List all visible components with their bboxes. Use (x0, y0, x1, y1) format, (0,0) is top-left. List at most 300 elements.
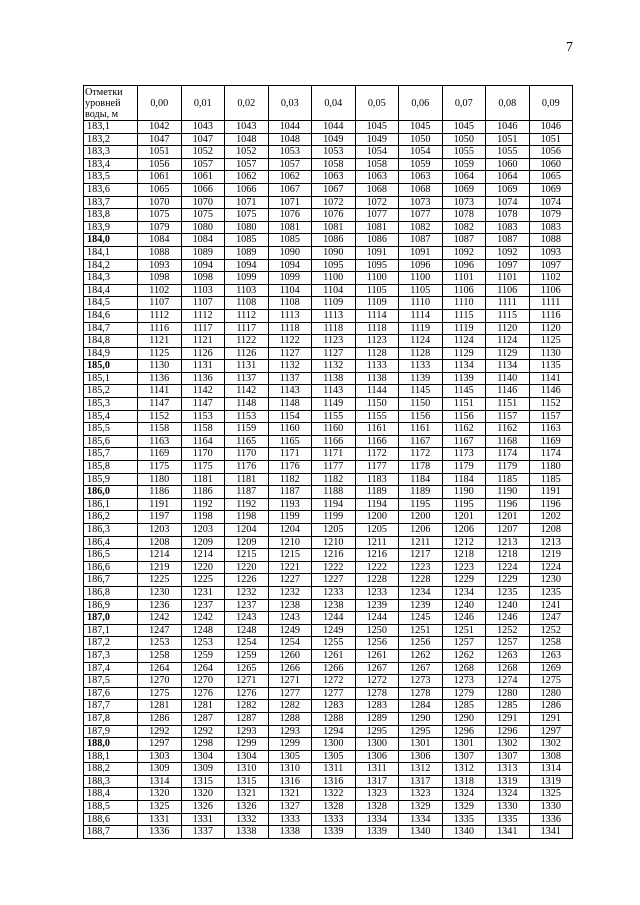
value-cell: 1181 (181, 473, 225, 486)
level-cell: 186,0 (84, 486, 138, 499)
table-row (84, 335, 573, 348)
value-cell: 1073 (399, 196, 443, 209)
value-cell: 1056 (529, 146, 573, 159)
value-cell: 1228 (355, 574, 399, 587)
value-cell: 1331 (181, 813, 225, 826)
value-cell: 1333 (268, 813, 312, 826)
value-cell: 1091 (355, 246, 399, 259)
value-cell: 1256 (355, 637, 399, 650)
level-cell: 186,3 (84, 524, 138, 537)
value-cell: 1213 (486, 536, 530, 549)
level-cell: 186,5 (84, 549, 138, 562)
value-cell: 1125 (529, 335, 573, 348)
value-cell: 1275 (138, 687, 182, 700)
value-cell: 1288 (268, 712, 312, 725)
level-cell: 188,3 (84, 775, 138, 788)
value-cell: 1219 (529, 549, 573, 562)
value-cell: 1281 (181, 700, 225, 713)
value-cell: 1316 (268, 775, 312, 788)
value-cell: 1176 (225, 461, 269, 474)
value-cell: 1245 (399, 612, 443, 625)
value-cell: 1309 (138, 763, 182, 776)
value-cell: 1088 (138, 246, 182, 259)
value-cell: 1078 (486, 209, 530, 222)
value-cell: 1106 (442, 284, 486, 297)
value-cell: 1220 (225, 561, 269, 574)
header-level: Отметки уровней воды, м (84, 86, 138, 121)
value-cell: 1138 (312, 372, 356, 385)
value-cell: 1081 (268, 221, 312, 234)
value-cell: 1187 (268, 486, 312, 499)
level-cell: 186,2 (84, 511, 138, 524)
level-cell: 188,1 (84, 750, 138, 763)
value-cell: 1283 (312, 700, 356, 713)
value-cell: 1133 (399, 360, 443, 373)
value-cell: 1141 (138, 385, 182, 398)
value-cell: 1322 (312, 788, 356, 801)
value-cell: 1200 (399, 511, 443, 524)
value-cell: 1067 (312, 183, 356, 196)
table-row (84, 448, 573, 461)
value-cell: 1144 (355, 385, 399, 398)
value-cell: 1207 (486, 524, 530, 537)
table-row (84, 360, 573, 373)
value-cell: 1101 (486, 272, 530, 285)
value-cell: 1130 (529, 347, 573, 360)
level-cell: 188,0 (84, 738, 138, 751)
value-cell: 1203 (181, 524, 225, 537)
value-cell: 1134 (486, 360, 530, 373)
table-row (84, 461, 573, 474)
value-cell: 1254 (225, 637, 269, 650)
value-cell: 1223 (442, 561, 486, 574)
value-cell: 1280 (486, 687, 530, 700)
table-row (84, 385, 573, 398)
value-cell: 1247 (529, 612, 573, 625)
value-cell: 1151 (486, 398, 530, 411)
value-cell: 1132 (312, 360, 356, 373)
value-cell: 1226 (225, 574, 269, 587)
value-cell: 1078 (442, 209, 486, 222)
table-row (84, 649, 573, 662)
value-cell: 1077 (399, 209, 443, 222)
value-cell: 1160 (268, 423, 312, 436)
value-cell: 1287 (225, 712, 269, 725)
level-cell: 187,2 (84, 637, 138, 650)
value-cell: 1290 (399, 712, 443, 725)
value-cell: 1305 (312, 750, 356, 763)
value-cell: 1056 (138, 158, 182, 171)
value-cell: 1299 (268, 738, 312, 751)
value-cell: 1179 (442, 461, 486, 474)
level-cell: 185,5 (84, 423, 138, 436)
level-cell: 187,0 (84, 612, 138, 625)
value-cell: 1145 (442, 385, 486, 398)
value-cell: 1293 (225, 725, 269, 738)
value-cell: 1120 (529, 322, 573, 335)
value-cell: 1107 (138, 297, 182, 310)
value-cell: 1297 (529, 725, 573, 738)
value-cell: 1278 (399, 687, 443, 700)
value-cell: 1253 (138, 637, 182, 650)
value-cell: 1094 (268, 259, 312, 272)
value-cell: 1214 (181, 549, 225, 562)
value-cell: 1175 (181, 461, 225, 474)
value-cell: 1088 (529, 234, 573, 247)
value-cell: 1048 (268, 133, 312, 146)
value-cell: 1330 (486, 801, 530, 814)
value-cell: 1264 (138, 662, 182, 675)
value-cell: 1243 (268, 612, 312, 625)
value-cell: 1046 (529, 121, 573, 134)
value-cell: 1270 (138, 675, 182, 688)
value-cell: 1190 (442, 486, 486, 499)
value-cell: 1314 (529, 763, 573, 776)
value-cell: 1262 (399, 649, 443, 662)
level-cell: 185,8 (84, 461, 138, 474)
value-cell: 1325 (138, 801, 182, 814)
value-cell: 1105 (355, 284, 399, 297)
level-cell: 184,4 (84, 284, 138, 297)
value-cell: 1238 (312, 599, 356, 612)
value-cell: 1214 (138, 549, 182, 562)
value-cell: 1199 (268, 511, 312, 524)
level-cell: 187,1 (84, 624, 138, 637)
value-cell: 1116 (138, 322, 182, 335)
value-cell: 1339 (312, 826, 356, 839)
value-cell: 1225 (138, 574, 182, 587)
level-cell: 184,8 (84, 335, 138, 348)
value-cell: 1059 (442, 158, 486, 171)
value-cell: 1053 (312, 146, 356, 159)
value-cell: 1288 (312, 712, 356, 725)
level-cell: 187,4 (84, 662, 138, 675)
value-cell: 1075 (138, 209, 182, 222)
value-cell: 1291 (529, 712, 573, 725)
table-row (84, 813, 573, 826)
value-cell: 1152 (529, 398, 573, 411)
value-cell: 1161 (355, 423, 399, 436)
value-cell: 1280 (529, 687, 573, 700)
value-cell: 1186 (138, 486, 182, 499)
value-cell: 1285 (442, 700, 486, 713)
table-row (84, 662, 573, 675)
value-cell: 1314 (138, 775, 182, 788)
value-cell: 1044 (312, 121, 356, 134)
value-cell: 1074 (486, 196, 530, 209)
value-cell: 1301 (442, 738, 486, 751)
value-cell: 1188 (312, 486, 356, 499)
value-cell: 1311 (355, 763, 399, 776)
value-cell: 1127 (312, 347, 356, 360)
value-cell: 1224 (529, 561, 573, 574)
level-cell: 183,4 (84, 158, 138, 171)
table-row (84, 612, 573, 625)
value-cell: 1054 (399, 146, 443, 159)
level-cell: 187,3 (84, 649, 138, 662)
value-cell: 1251 (399, 624, 443, 637)
value-cell: 1175 (138, 461, 182, 474)
value-cell: 1260 (268, 649, 312, 662)
value-cell: 1307 (442, 750, 486, 763)
value-cell: 1098 (138, 272, 182, 285)
value-cell: 1220 (181, 561, 225, 574)
value-cell: 1121 (138, 335, 182, 348)
value-cell: 1234 (442, 586, 486, 599)
value-cell: 1313 (486, 763, 530, 776)
table-row (84, 687, 573, 700)
value-cell: 1335 (442, 813, 486, 826)
value-cell: 1261 (312, 649, 356, 662)
value-cell: 1263 (486, 649, 530, 662)
value-cell: 1198 (225, 511, 269, 524)
value-cell: 1335 (486, 813, 530, 826)
table-row (84, 624, 573, 637)
value-cell: 1258 (529, 637, 573, 650)
level-cell: 188,5 (84, 801, 138, 814)
level-cell: 184,3 (84, 272, 138, 285)
level-cell: 184,9 (84, 347, 138, 360)
table-row (84, 209, 573, 222)
value-cell: 1061 (181, 171, 225, 184)
value-cell: 1051 (529, 133, 573, 146)
level-cell: 185,4 (84, 410, 138, 423)
value-cell: 1272 (312, 675, 356, 688)
value-cell: 1047 (138, 133, 182, 146)
table-row (84, 637, 573, 650)
value-cell: 1128 (399, 347, 443, 360)
table-row (84, 372, 573, 385)
value-cell: 1189 (355, 486, 399, 499)
level-cell: 185,3 (84, 398, 138, 411)
value-cell: 1176 (268, 461, 312, 474)
value-cell: 1265 (225, 662, 269, 675)
level-cell: 186,7 (84, 574, 138, 587)
value-cell: 1114 (355, 309, 399, 322)
value-cell: 1136 (138, 372, 182, 385)
value-cell: 1064 (486, 171, 530, 184)
value-cell: 1124 (486, 335, 530, 348)
value-cell: 1256 (399, 637, 443, 650)
value-cell: 1197 (138, 511, 182, 524)
value-cell: 1298 (181, 738, 225, 751)
table-row (84, 801, 573, 814)
value-cell: 1124 (442, 335, 486, 348)
value-cell: 1154 (268, 410, 312, 423)
value-cell: 1267 (355, 662, 399, 675)
value-cell: 1299 (225, 738, 269, 751)
value-cell: 1058 (355, 158, 399, 171)
table-row (84, 788, 573, 801)
value-cell: 1075 (225, 209, 269, 222)
value-cell: 1139 (442, 372, 486, 385)
value-cell: 1050 (399, 133, 443, 146)
value-cell: 1123 (355, 335, 399, 348)
value-cell: 1338 (268, 826, 312, 839)
value-cell: 1201 (442, 511, 486, 524)
value-cell: 1146 (486, 385, 530, 398)
value-cell: 1149 (312, 398, 356, 411)
value-cell: 1055 (442, 146, 486, 159)
header-col-8: 0,08 (486, 86, 530, 121)
table-row (84, 309, 573, 322)
value-cell: 1104 (268, 284, 312, 297)
value-cell: 1087 (399, 234, 443, 247)
table-row (84, 473, 573, 486)
value-cell: 1069 (486, 183, 530, 196)
value-cell: 1257 (486, 637, 530, 650)
table-row (84, 284, 573, 297)
value-cell: 1057 (268, 158, 312, 171)
value-cell: 1230 (529, 574, 573, 587)
value-cell: 1333 (312, 813, 356, 826)
value-cell: 1336 (529, 813, 573, 826)
value-cell: 1086 (355, 234, 399, 247)
value-cell: 1291 (486, 712, 530, 725)
level-cell: 187,5 (84, 675, 138, 688)
value-cell: 1324 (442, 788, 486, 801)
value-cell: 1122 (225, 335, 269, 348)
value-cell: 1336 (138, 826, 182, 839)
value-cell: 1246 (486, 612, 530, 625)
value-cell: 1134 (442, 360, 486, 373)
value-cell: 1238 (268, 599, 312, 612)
table-row (84, 561, 573, 574)
value-cell: 1085 (268, 234, 312, 247)
level-cell: 188,6 (84, 813, 138, 826)
value-cell: 1195 (442, 498, 486, 511)
value-cell: 1217 (399, 549, 443, 562)
value-cell: 1080 (225, 221, 269, 234)
level-cell: 183,9 (84, 221, 138, 234)
value-cell: 1102 (138, 284, 182, 297)
level-cell: 183,3 (84, 146, 138, 159)
table-row (84, 536, 573, 549)
value-cell: 1186 (181, 486, 225, 499)
value-cell: 1090 (268, 246, 312, 259)
value-cell: 1297 (138, 738, 182, 751)
level-cell: 185,6 (84, 435, 138, 448)
level-cell: 186,1 (84, 498, 138, 511)
value-cell: 1180 (529, 461, 573, 474)
value-cell: 1054 (355, 146, 399, 159)
value-cell: 1095 (312, 259, 356, 272)
value-cell: 1184 (442, 473, 486, 486)
value-cell: 1138 (355, 372, 399, 385)
value-cell: 1203 (138, 524, 182, 537)
value-cell: 1264 (181, 662, 225, 675)
value-cell: 1119 (442, 322, 486, 335)
value-cell: 1070 (138, 196, 182, 209)
value-cell: 1067 (268, 183, 312, 196)
table-row (84, 725, 573, 738)
value-cell: 1253 (181, 637, 225, 650)
value-cell: 1340 (442, 826, 486, 839)
value-cell: 1192 (181, 498, 225, 511)
value-cell: 1301 (399, 738, 443, 751)
value-cell: 1246 (442, 612, 486, 625)
value-cell: 1170 (225, 448, 269, 461)
table-row (84, 549, 573, 562)
value-cell: 1181 (225, 473, 269, 486)
value-cell: 1208 (138, 536, 182, 549)
value-cell: 1266 (268, 662, 312, 675)
value-cell: 1077 (355, 209, 399, 222)
value-cell: 1137 (268, 372, 312, 385)
table-row (84, 486, 573, 499)
value-cell: 1151 (442, 398, 486, 411)
value-cell: 1204 (268, 524, 312, 537)
value-cell: 1307 (486, 750, 530, 763)
value-cell: 1183 (355, 473, 399, 486)
value-cell: 1232 (225, 586, 269, 599)
level-cell: 186,9 (84, 599, 138, 612)
value-cell: 1185 (486, 473, 530, 486)
value-cell: 1117 (225, 322, 269, 335)
value-cell: 1100 (399, 272, 443, 285)
value-cell: 1083 (529, 221, 573, 234)
value-cell: 1312 (399, 763, 443, 776)
value-cell: 1305 (268, 750, 312, 763)
value-cell: 1211 (399, 536, 443, 549)
value-cell: 1143 (268, 385, 312, 398)
value-cell: 1083 (486, 221, 530, 234)
value-cell: 1339 (355, 826, 399, 839)
value-cell: 1211 (355, 536, 399, 549)
value-cell: 1300 (312, 738, 356, 751)
value-cell: 1072 (355, 196, 399, 209)
value-cell: 1290 (442, 712, 486, 725)
value-cell: 1275 (529, 675, 573, 688)
table-row (84, 272, 573, 285)
table-row (84, 750, 573, 763)
value-cell: 1168 (486, 435, 530, 448)
value-cell: 1166 (355, 435, 399, 448)
value-cell: 1251 (442, 624, 486, 637)
value-cell: 1272 (355, 675, 399, 688)
value-cell: 1287 (181, 712, 225, 725)
value-cell: 1139 (399, 372, 443, 385)
value-cell: 1213 (529, 536, 573, 549)
value-cell: 1158 (181, 423, 225, 436)
value-cell: 1202 (529, 511, 573, 524)
value-cell: 1258 (138, 649, 182, 662)
value-cell: 1276 (181, 687, 225, 700)
value-cell: 1233 (312, 586, 356, 599)
value-cell: 1242 (181, 612, 225, 625)
value-cell: 1163 (529, 423, 573, 436)
value-cell: 1084 (181, 234, 225, 247)
value-cell: 1244 (312, 612, 356, 625)
value-cell: 1131 (225, 360, 269, 373)
value-cell: 1155 (355, 410, 399, 423)
level-cell: 185,2 (84, 385, 138, 398)
value-cell: 1142 (181, 385, 225, 398)
value-cell: 1237 (225, 599, 269, 612)
level-cell: 186,4 (84, 536, 138, 549)
level-cell: 185,1 (84, 372, 138, 385)
value-cell: 1210 (312, 536, 356, 549)
level-cell: 184,6 (84, 309, 138, 322)
value-cell: 1247 (138, 624, 182, 637)
value-cell: 1330 (529, 801, 573, 814)
value-cell: 1129 (486, 347, 530, 360)
value-cell: 1292 (138, 725, 182, 738)
value-cell: 1248 (181, 624, 225, 637)
value-cell: 1231 (181, 586, 225, 599)
value-cell: 1332 (225, 813, 269, 826)
value-cell: 1296 (486, 725, 530, 738)
